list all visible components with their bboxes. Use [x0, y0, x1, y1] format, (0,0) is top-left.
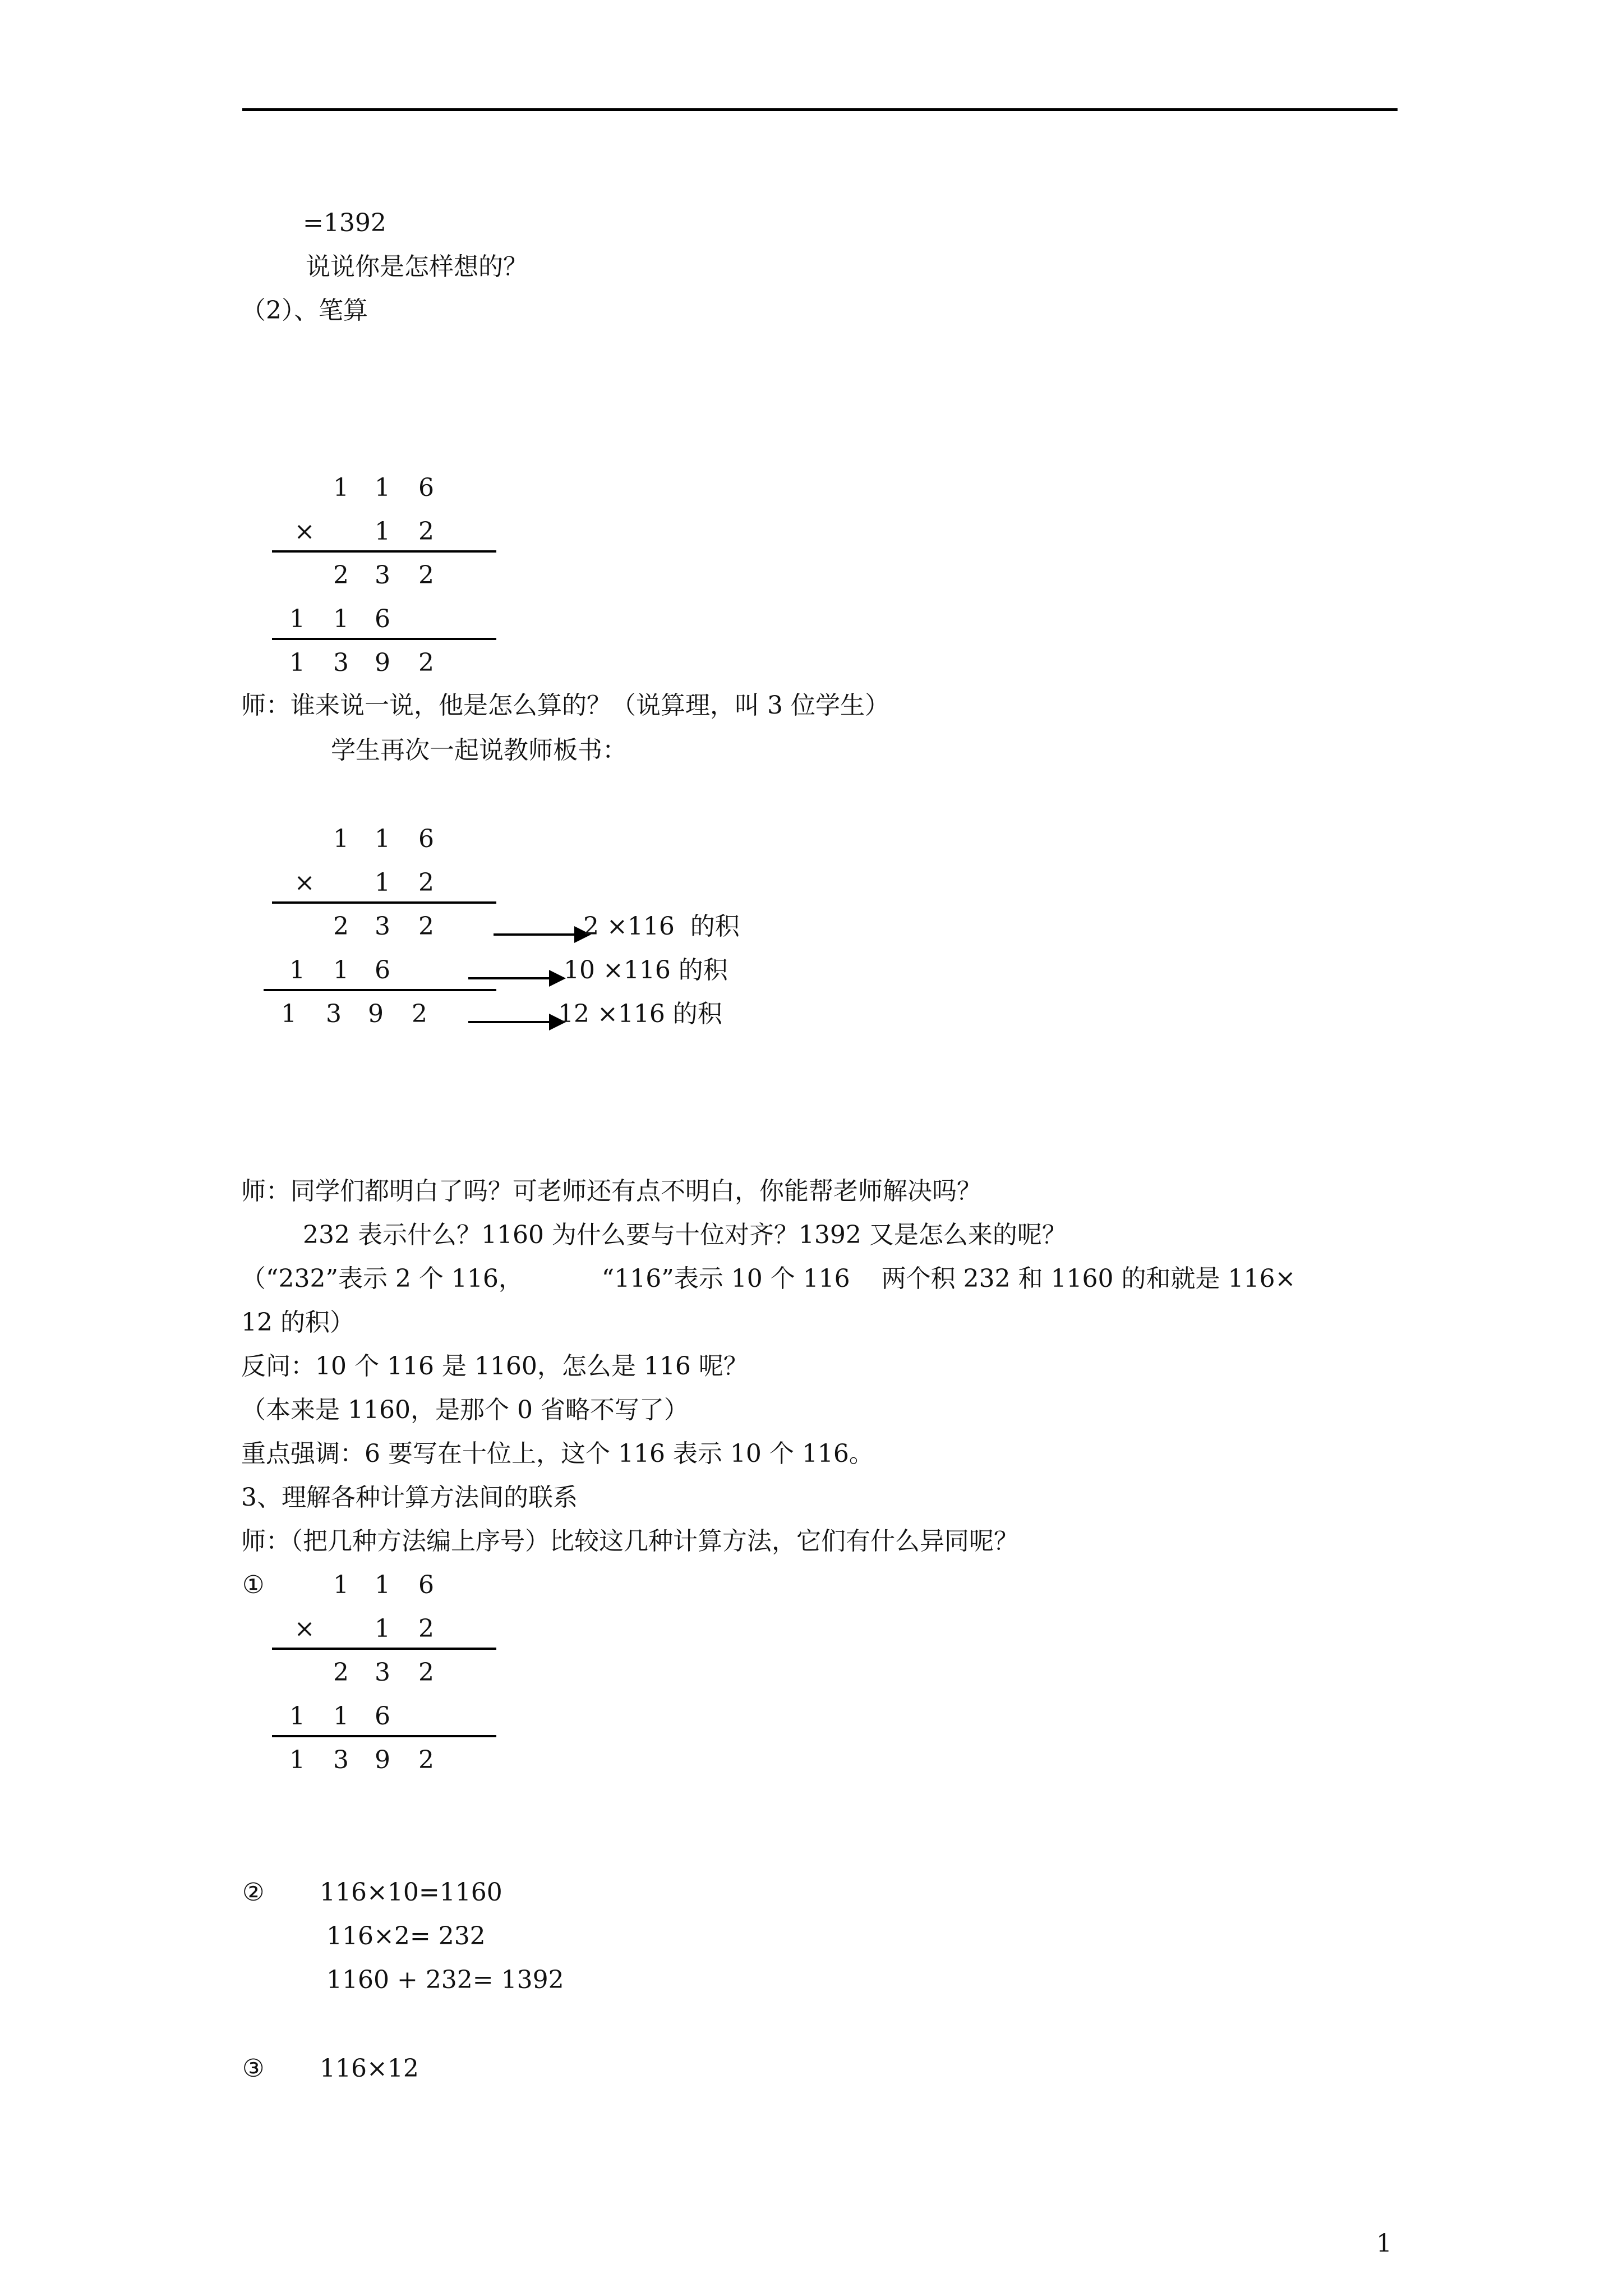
discussion-line: 重点强调：6 要写在十位上，这个 116 表示 10 个 116。 [241, 1439, 874, 1468]
page-number: 1 [1376, 2229, 1392, 2258]
method-line: 116×2= 232 [326, 1922, 486, 1950]
digit: 1 [289, 956, 305, 984]
annotation: 12 ×116 的积 [558, 1000, 722, 1028]
digit: 2 [418, 1614, 434, 1643]
digit: 1 [289, 605, 305, 633]
digit: 1 [375, 473, 390, 502]
method-line: 116×10=1160 [320, 1878, 502, 1907]
digit: 6 [375, 1702, 390, 1731]
method-line: 116×12 [320, 2054, 419, 2083]
digit: 1 [375, 825, 390, 853]
digit: 1 [281, 1000, 297, 1028]
calc-rule [272, 638, 496, 640]
digit: 1 [375, 868, 390, 897]
teacher-question: 师：谁来说一说，他是怎么算的？（说算理，叫 3 位学生） [241, 691, 889, 720]
digit: 6 [375, 956, 390, 984]
calc-rule [272, 550, 496, 553]
digit: 6 [418, 825, 434, 853]
digit: 3 [326, 1000, 342, 1028]
calc-rule [272, 1735, 496, 1737]
digit: 9 [375, 648, 390, 677]
digit: 2 [412, 1000, 427, 1028]
board-note: 学生再次一起说教师板书： [331, 736, 627, 765]
discussion-line: 232 表示什么？1160 为什么要与十位对齐？1392 又是怎么来的呢？ [303, 1221, 1067, 1249]
calc-rule [272, 1648, 496, 1650]
digit: 3 [333, 648, 349, 677]
digit: 1 [333, 473, 349, 502]
multiply-sign: × [294, 517, 315, 546]
method-marker: ① [242, 1571, 265, 1599]
digit: 2 [333, 1658, 349, 1687]
digit: 2 [418, 912, 434, 941]
arrow-icon [468, 1021, 564, 1023]
discussion-line: 反问：10 个 116 是 1160，怎么是 116 呢？ [241, 1352, 748, 1381]
digit: 2 [333, 561, 349, 590]
question-text: 说说你是怎样想的？ [306, 252, 528, 281]
digit: 2 [333, 912, 349, 941]
digit: 1 [333, 825, 349, 853]
section-heading: （2）、笔算 [241, 296, 368, 325]
digit: 1 [333, 956, 349, 984]
digit: 6 [375, 605, 390, 633]
digit: 3 [375, 1658, 390, 1687]
digit: 1 [289, 648, 305, 677]
discussion-line: （本来是 1160，是那个 0 省略不写了） [241, 1396, 689, 1424]
digit: 2 [418, 868, 434, 897]
digit: 9 [368, 1000, 384, 1028]
digit: 2 [418, 517, 434, 546]
discussion-line: （“232”表示 2 个 116， “116”表示 10 个 116 两个积 232 和 1160 的和就是 116× [241, 1264, 1296, 1293]
arrow-icon [468, 977, 564, 979]
multiply-sign: × [294, 1614, 315, 1643]
digit: 3 [375, 912, 390, 941]
digit: 1 [333, 1702, 349, 1731]
calc-rule [264, 989, 496, 991]
arrow-icon [494, 933, 589, 936]
discussion-line: 12 的积） [241, 1308, 354, 1337]
digit: 1 [333, 605, 349, 633]
digit: 9 [375, 1746, 390, 1774]
digit: 1 [375, 1571, 390, 1599]
digit: 1 [333, 1571, 349, 1599]
digit: 1 [375, 1614, 390, 1643]
digit: 1 [289, 1702, 305, 1731]
digit: 6 [418, 473, 434, 502]
equation-result: =1392 [303, 209, 386, 237]
digit: 1 [375, 517, 390, 546]
multiply-sign: × [294, 868, 315, 897]
calc-rule [272, 901, 496, 904]
method-marker: ② [242, 1878, 265, 1907]
digit: 2 [418, 1746, 434, 1774]
annotation: 2 ×116 的积 [583, 912, 740, 941]
annotation: 10 ×116 的积 [564, 956, 728, 984]
digit: 6 [418, 1571, 434, 1599]
header-rule [242, 108, 1398, 111]
discussion-line: 师：同学们都明白了吗？可老师还有点不明白，你能帮老师解决吗？ [241, 1177, 981, 1205]
digit: 3 [375, 561, 390, 590]
digit: 1 [289, 1746, 305, 1774]
digit: 2 [418, 648, 434, 677]
method-marker: ③ [242, 2054, 265, 2083]
digit: 2 [418, 561, 434, 590]
digit: 3 [333, 1746, 349, 1774]
discussion-line: 师：（把几种方法编上序号）比较这几种计算方法，它们有什么异同呢？ [241, 1527, 1018, 1556]
discussion-line: 3、理解各种计算方法间的联系 [241, 1483, 578, 1512]
method-line: 1160 + 232= 1392 [326, 1966, 564, 1994]
digit: 2 [418, 1658, 434, 1687]
